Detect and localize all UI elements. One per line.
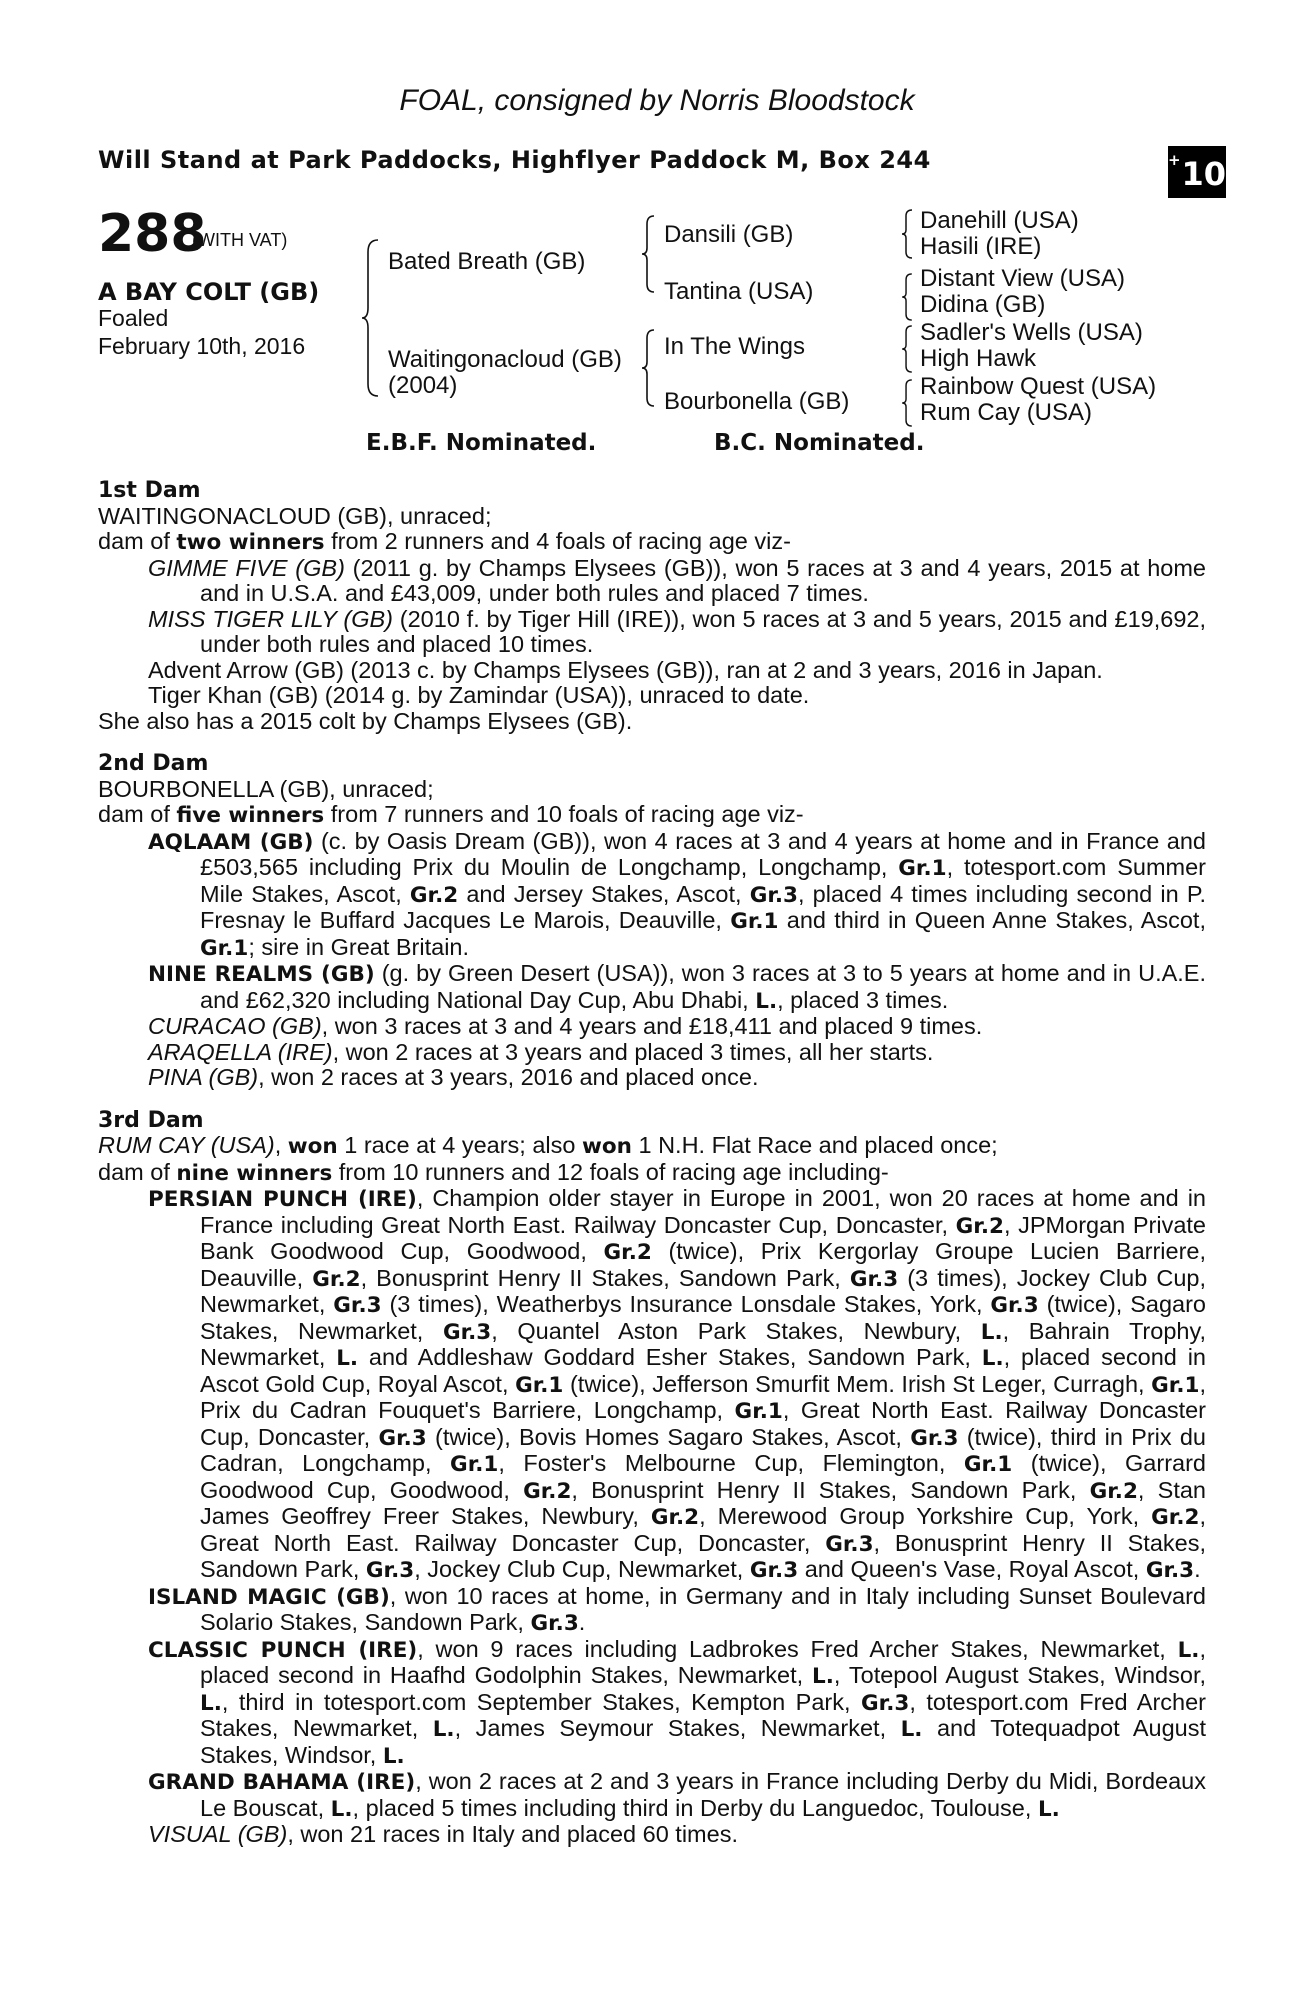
race-grade: Gr.3 <box>990 1293 1039 1318</box>
race-grade: L. <box>1177 1637 1200 1663</box>
entry-text: (2010 f. by Tiger Hill (IRE)), won 5 races at 3 and 5 years, 2015 and £19,692, under both rules and placed 10 times. <box>200 605 1206 657</box>
entry-text: , Prix du Cadran Fouquet's Barriere, Longchamp, <box>200 1370 1206 1423</box>
entry-text: (3 times), Weatherbys Insurance Lonsdale Stakes, York, <box>381 1291 991 1317</box>
horse-name: ARAQELLA (IRE) <box>148 1038 333 1065</box>
first-dam-heading: 1st Dam <box>98 478 201 503</box>
second-dam-intro: BOURBONELLA (GB), unraced; <box>98 775 434 802</box>
race-grade: Gr.1 <box>734 1399 783 1424</box>
ped-g5: Sadler's Wells (USA) <box>920 319 1143 346</box>
first-dam-summary <box>98 529 1206 556</box>
second-dam-heading: 2nd Dam <box>98 751 209 776</box>
race-grade: Gr.3 <box>861 1690 910 1716</box>
produce-entry <box>98 1584 1206 1637</box>
intro-text: 1 race at 4 years; also <box>337 1132 582 1158</box>
summary-text: dam of <box>98 801 177 827</box>
entry-text: , Totepool August Stakes, Windsor, <box>833 1662 1206 1688</box>
entry-text: , Merewood Group Yorkshire Cup, York, <box>699 1503 1152 1529</box>
produce-entry <box>98 829 1206 962</box>
race-grade: Gr.3 <box>378 1425 427 1451</box>
entry-text: and Totequadpot August Stakes, Windsor, <box>200 1715 1206 1768</box>
race-grade: Gr.3 <box>749 882 799 908</box>
horse-name: MISS TIGER LILY (GB) <box>148 605 393 632</box>
entry-text: ; sire in Great Britain. <box>248 933 470 960</box>
entry-text: , Bahrain Trophy, Newmarket, <box>200 1317 1206 1370</box>
third-dam-heading: 3rd Dam <box>98 1107 204 1133</box>
entry-text: , placed 4 times including second in P. Fresnay le Buffard Jacques Le Marois, Deauville, <box>200 880 1206 933</box>
entry-text: , Great North East. Railway Doncaster Cup, Doncaster, <box>200 1397 1207 1450</box>
produce-entry <box>98 556 1206 607</box>
entry-text: (twice), third in Prix du Cadran, Longchamp, <box>200 1423 1207 1476</box>
race-grade: Gr.2 <box>603 1240 652 1265</box>
race-grade: Gr.3 <box>749 1558 799 1583</box>
race-grade: Gr.3 <box>333 1293 382 1318</box>
race-grade: Gr.3 <box>910 1425 959 1451</box>
entry-text: , totesport.com Fred Archer Stakes, Newmarket, <box>200 1688 1206 1741</box>
produce-entry <box>98 1822 1206 1848</box>
race-grade: Gr.3 <box>442 1319 492 1345</box>
third-dam-summary <box>98 1160 1206 1187</box>
entry-text: and Addleshaw Goddard Esher Stakes, Sandown Park, <box>358 1344 982 1370</box>
summary-text: dam of <box>98 1158 177 1185</box>
horse-name: AQLAAM (GB) <box>148 829 314 855</box>
winners-count: two winners <box>176 530 325 555</box>
race-grade: Gr.3 <box>530 1611 579 1636</box>
entry-text: (2011 g. by Champs Elysees (GB)), won 5 races at 3 and 4 years, 2015 at home and in U.S.A. and £43,009, under both rules and placed 7 times. <box>200 554 1206 606</box>
entry-text: , Jockey Club Cup, Newmarket, <box>414 1556 750 1582</box>
race-grade: Gr.2 <box>1089 1478 1138 1504</box>
race-grade: Gr.2 <box>523 1478 572 1504</box>
race-grade: L. <box>755 988 778 1014</box>
race-grade: Gr.1 <box>898 856 947 881</box>
race-grade: Gr.2 <box>650 1505 700 1530</box>
race-grade: Gr.1 <box>200 935 249 961</box>
winners-count: nine winners <box>176 1160 333 1186</box>
lot-title: A BAY COLT (GB) <box>98 278 320 306</box>
entry-text: (twice), Prix Kergorlay Groupe Lucien Barriere, Deauville, <box>200 1238 1206 1291</box>
produce-entry: Advent Arrow (GB) (2013 c. by Champs Elysees (GB)), ran at 2 and 3 years, 2016 in Japan. <box>148 656 1103 683</box>
horse-name: VISUAL (GB) <box>148 1821 288 1847</box>
intro-text: , <box>274 1132 288 1158</box>
brace-sire-dam <box>360 238 380 398</box>
third-dam-intro <box>98 1133 1206 1160</box>
entry-text: . <box>1194 1556 1201 1582</box>
horse-name: RUM CAY (USA) <box>98 1132 275 1158</box>
ped-g7: Rainbow Quest (USA) <box>920 373 1157 400</box>
ped-g6: High Hawk <box>920 345 1037 372</box>
entry-text: , won 10 races at home, in Germany and in Italy including Sunset Boulevard Solario Stakes, Sandown Park, <box>200 1582 1207 1635</box>
ped-dam-sire: In The Wings <box>664 333 805 360</box>
produce-entry: Tiger Khan (GB) (2014 g. by Zamindar (USA)), unraced to date. <box>148 682 810 708</box>
entry-text: , totesport.com Summer Mile Stakes, Ascot, <box>200 854 1206 907</box>
race-grade: L. <box>812 1664 834 1689</box>
ped-sire-sire: Dansili (GB) <box>664 221 794 248</box>
entry-text: , won 2 races at 3 years, 2016 and placed once. <box>258 1064 759 1090</box>
entry-text: , Bonusprint Henry II Stakes, Sandown Park, <box>200 1529 1206 1582</box>
produce-entry <box>98 1769 1206 1822</box>
entry-text: , third in totesport.com September Stakes, Kempton Park, <box>221 1688 862 1715</box>
entry-text: , placed 5 times including third in Derby du Languedoc, Toulouse, <box>352 1794 1038 1821</box>
produce-entry <box>98 1186 1206 1584</box>
brace-g56 <box>900 324 914 374</box>
vat-note: (WITH VAT) <box>192 230 288 250</box>
ped-sire: Bated Breath (GB) <box>388 248 586 275</box>
entry-text: , Stan James Geoffrey Freer Stakes, Newbury, <box>200 1476 1206 1529</box>
foaled-info <box>98 304 305 360</box>
race-grade: L. <box>1037 1796 1060 1822</box>
ped-g4: Didina (GB) <box>920 291 1046 318</box>
horse-name: CLASSIC PUNCH (IRE) <box>148 1637 418 1663</box>
horse-name: PINA (GB) <box>148 1064 259 1090</box>
entry-text: , won 2 races at 2 and 3 years in France including Derby du Midi, Bordeaux Le Bouscat, <box>200 1768 1206 1821</box>
summary-text: dam of <box>98 528 177 554</box>
entry-text: (twice), Jefferson Smurfit Mem. Irish St Leger, Curragh, <box>563 1370 1152 1397</box>
horse-name: ISLAND MAGIC (GB) <box>148 1584 390 1610</box>
entry-text: , Champion older stayer in Europe in 2001, won 20 races at home and in France including Great North East. Railway Doncaster Cup, Doncaster, <box>200 1185 1206 1238</box>
entry-text: , James Seymour Stakes, Newmarket, <box>454 1715 901 1741</box>
entry-text: , won 21 races in Italy and placed 60 times. <box>287 1821 738 1847</box>
horse-name: PERSIAN PUNCH (IRE) <box>148 1187 417 1212</box>
ped-dam: Waitingonacloud (GB) <box>388 346 622 373</box>
first-dam-intro: WAITINGONACLOUD (GB), unraced; <box>98 502 492 529</box>
summary-text: from 7 runners and 10 foals of racing age viz- <box>324 801 804 827</box>
first-dam-note: She also has a 2015 colt by Champs Elysees (GB). <box>98 707 633 734</box>
brace-sire <box>640 214 656 294</box>
entry-text: (twice), Bovis Homes Sagaro Stakes, Ascot, <box>426 1423 911 1450</box>
entry-text: and Queen's Vase, Royal Ascot, <box>798 1556 1146 1582</box>
ped-g1: Danehill (USA) <box>920 207 1079 234</box>
race-grade: Gr.1 <box>730 909 779 934</box>
race-grade: L. <box>336 1346 359 1371</box>
entry-text: , Quantel Aston Park Stakes, Newbury, <box>491 1317 981 1344</box>
race-grade: L. <box>980 1319 1003 1345</box>
second-dam-summary <box>98 802 1206 829</box>
ped-g3: Distant View (USA) <box>920 265 1125 292</box>
brace-g78 <box>900 378 914 428</box>
race-grade: Gr.3 <box>1145 1558 1195 1583</box>
produce-entry <box>98 1065 1206 1091</box>
entry-text: , Foster's Melbourne Cup, Flemington, <box>498 1450 964 1476</box>
produce-record <box>98 478 1206 1848</box>
intro-text: 1 N.H. Flat Race and placed once; <box>631 1132 998 1158</box>
entry-text: . <box>578 1609 586 1635</box>
entry-text: , placed second in Haafhd Godolphin Stakes, Newmarket, <box>200 1635 1206 1688</box>
horse-name: CURACAO (GB) <box>148 1013 322 1039</box>
summary-text: from 10 runners and 12 foals of racing age including- <box>332 1158 889 1185</box>
produce-entry <box>98 1637 1206 1770</box>
race-grade: L. <box>900 1717 923 1742</box>
ped-sire-dam: Tantina (USA) <box>664 278 814 305</box>
foaled-date: February 10th, 2016 <box>98 333 306 359</box>
race-grade: Gr.1 <box>450 1452 499 1477</box>
winners-count: five winners <box>176 803 325 828</box>
entry-text: , placed second in Ascot Gold Cup, Royal Ascot, <box>200 1344 1206 1397</box>
foaled-label: Foaled <box>98 305 169 331</box>
brace-g12 <box>900 208 914 260</box>
race-grade: Gr.2 <box>1151 1505 1200 1530</box>
stabling-location: Will Stand at Park Paddocks, Highflyer Paddock M, Box 244 <box>98 146 931 174</box>
entry-text: , Bonusprint Henry II Stakes, Sandown Park, <box>360 1264 850 1291</box>
ped-dam-year: (2004) <box>388 372 458 399</box>
horse-name: GIMME FIVE (GB) <box>148 554 345 581</box>
horse-name: GRAND BAHAMA (IRE) <box>148 1770 416 1795</box>
horse-name: NINE REALMS (GB) <box>148 962 375 987</box>
entry-text: (twice), Sagaro Stakes, Newmarket, <box>200 1291 1206 1344</box>
bc-nominated: B.C. Nominated. <box>714 430 925 456</box>
entry-text: , Great North East. Railway Doncaster Cup, Doncaster, <box>200 1503 1206 1556</box>
race-grade: Gr.3 <box>365 1558 415 1583</box>
produce-entry <box>98 1040 1206 1066</box>
race-grade: Gr.1 <box>515 1372 564 1398</box>
race-grade: L. <box>200 1690 222 1716</box>
entry-text: , won 3 races at 3 and 4 years and £18,411 and placed 9 times. <box>321 1013 983 1039</box>
brace-dam <box>640 328 656 408</box>
brace-g34 <box>900 272 914 322</box>
race-grade: L. <box>432 1717 455 1742</box>
ped-dam-dam: Bourbonella (GB) <box>664 388 850 415</box>
consignment-line: FOAL, consigned by Norris Bloodstock <box>399 84 915 117</box>
ped-g2: Hasili (IRE) <box>920 233 1042 260</box>
entry-text: (3 times), Jockey Club Cup, Newmarket, <box>200 1264 1206 1317</box>
entry-text: , won 2 races at 3 years and placed 3 times, all her starts. <box>332 1038 934 1065</box>
ebf-nominated: E.B.F. Nominated. <box>366 430 597 456</box>
produce-entry <box>98 961 1206 1014</box>
race-grade: L. <box>330 1796 353 1822</box>
race-grade: L. <box>981 1346 1004 1371</box>
race-grade: Gr.2 <box>409 882 459 908</box>
race-grade: Gr.1 <box>963 1452 1013 1477</box>
entry-text: (c. by Oasis Dream (GB)), won 4 races at 3 and 4 years at home and in France and £503,565 including Prix du Moulin de Longchamp, Longchamp, <box>200 827 1206 880</box>
entry-text: , won 9 races including Ladbrokes Fred Archer Stakes, Newmarket, <box>417 1635 1178 1662</box>
entry-text: , Bonusprint Henry II Stakes, Sandown Park, <box>571 1476 1090 1503</box>
produce-entry <box>98 607 1206 658</box>
summary-text: from 2 runners and 4 foals of racing age viz- <box>324 528 791 554</box>
entry-text: , placed 3 times. <box>777 986 949 1013</box>
produce-entry <box>98 1014 1206 1040</box>
won-label: won <box>287 1134 338 1159</box>
catalogue-badge <box>1168 146 1226 198</box>
lot-number: 288 <box>98 204 207 264</box>
race-grade: Gr.3 <box>849 1266 899 1292</box>
race-grade: L. <box>382 1743 405 1769</box>
race-grade: Gr.2 <box>955 1213 1004 1239</box>
race-grade: Gr.3 <box>825 1531 874 1557</box>
badge-number: 10 <box>1181 155 1227 193</box>
race-grade: Gr.1 <box>1151 1372 1200 1398</box>
entry-text: and third in Queen Anne Stakes, Ascot, <box>778 907 1206 933</box>
entry-text: , JPMorgan Private Bank Goodwood Cup, Goodwood, <box>200 1211 1206 1264</box>
ped-g8: Rum Cay (USA) <box>920 399 1093 426</box>
entry-text: and Jersey Stakes, Ascot, <box>458 880 750 907</box>
entry-text: (g. by Green Desert (USA)), won 3 races at 3 to 5 years at home and in U.A.E. and £62,320 including National Day Cup, Abu Dhabi, <box>200 960 1206 1013</box>
entry-text: (twice), Garrard Goodwood Cup, Goodwood, <box>200 1450 1206 1503</box>
badge-plus: + <box>1167 151 1181 169</box>
race-grade: Gr.2 <box>312 1266 361 1292</box>
won-label: won <box>581 1134 632 1159</box>
